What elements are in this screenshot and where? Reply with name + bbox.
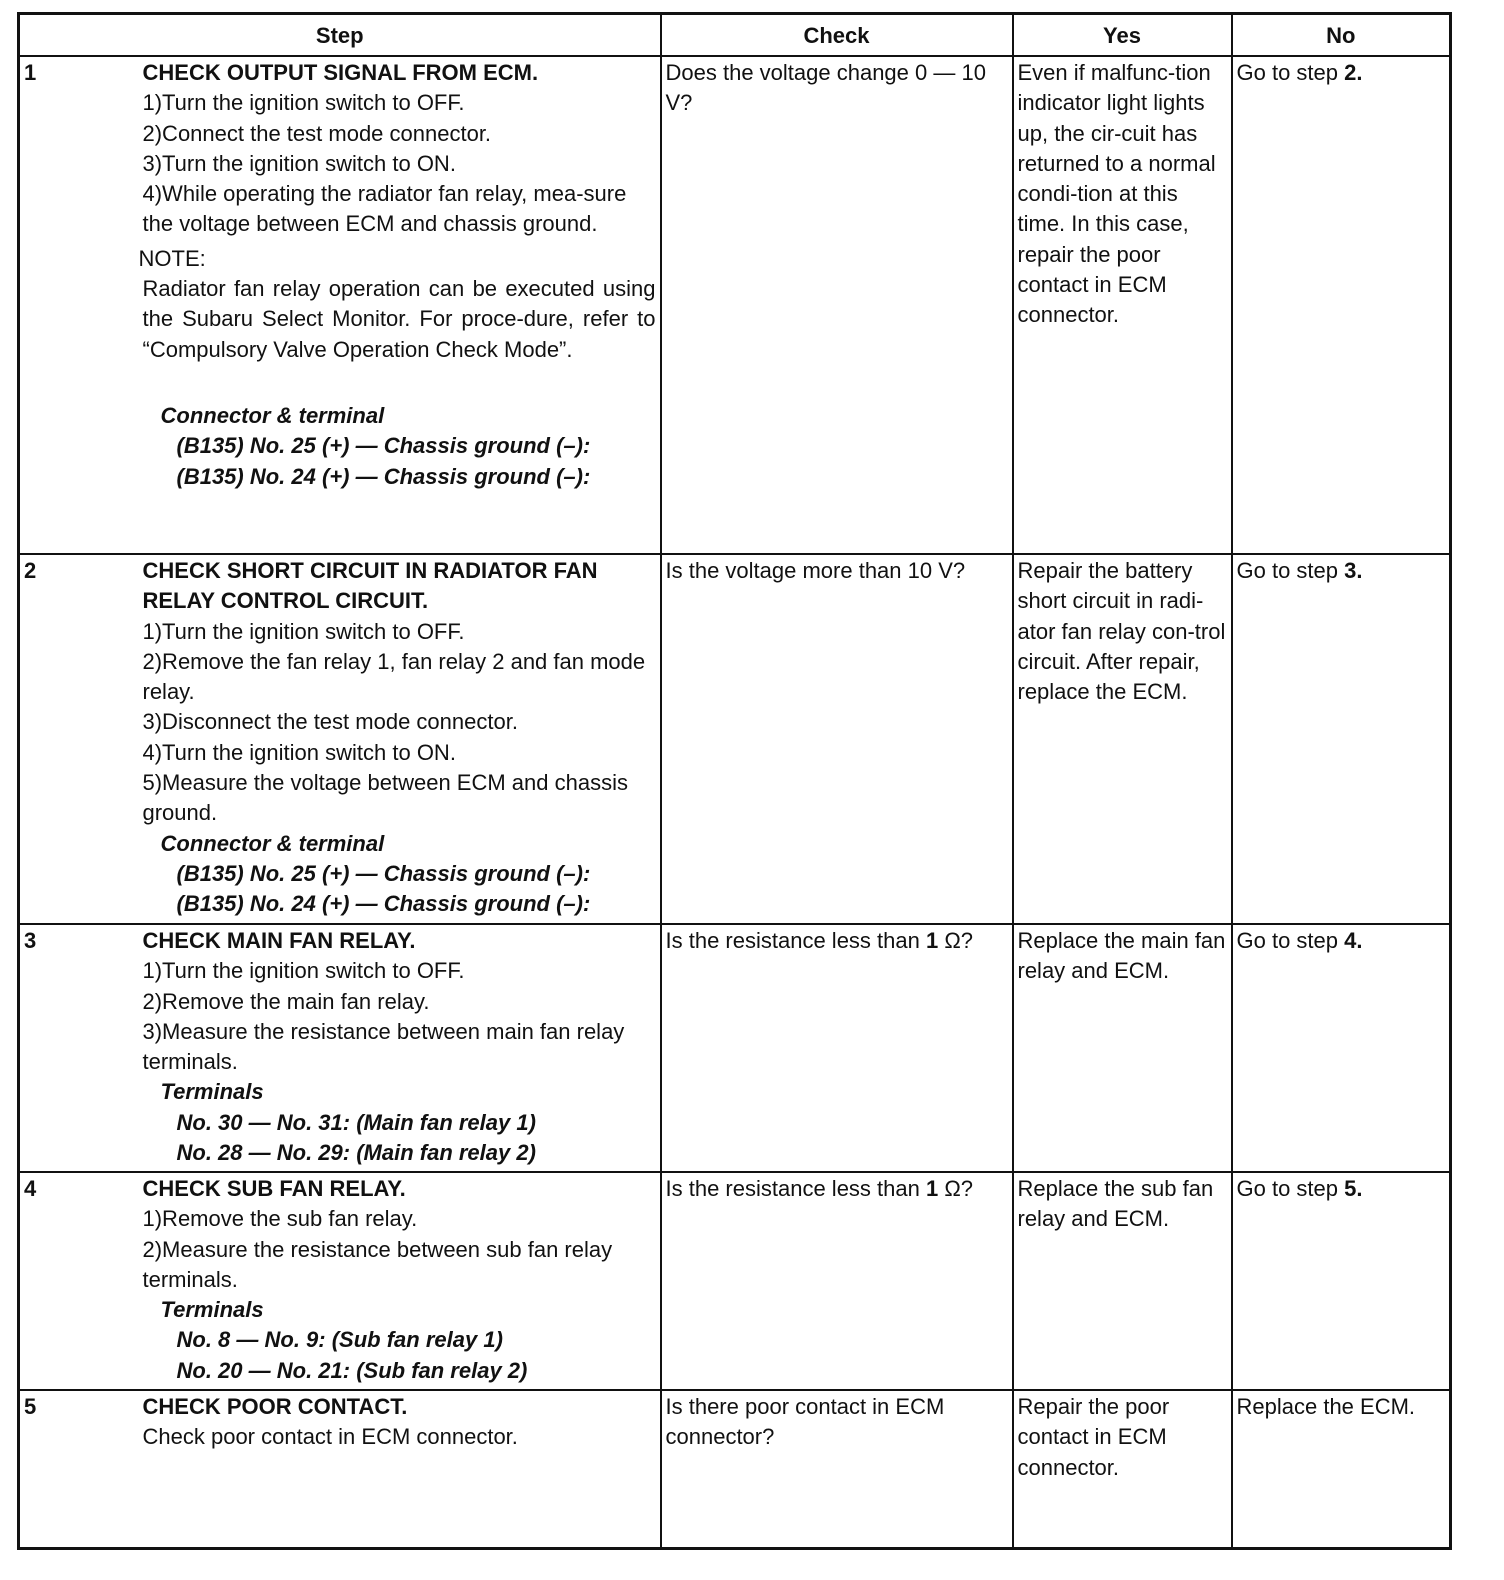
step-number: 3 bbox=[19, 924, 143, 1172]
check-cell: Does the voltage change 0 — 10 V? bbox=[661, 56, 1013, 554]
check-value: 1 bbox=[925, 928, 939, 953]
step-number: 4 bbox=[19, 1172, 143, 1390]
connector-line: (B135) No. 24 (+) — Chassis ground (–): bbox=[176, 463, 591, 489]
header-yes: Yes bbox=[1013, 14, 1232, 57]
step-cell bbox=[143, 1172, 661, 1390]
step-line: Check poor contact in ECM connector. bbox=[142, 1424, 518, 1450]
no-text: Go to step bbox=[1236, 60, 1345, 85]
step-number: 1 bbox=[19, 56, 143, 554]
step-line: 4)While operating the radiator fan relay, mea-sure the voltage between ECM and chassis ground. bbox=[142, 181, 627, 237]
note-label: NOTE: bbox=[138, 245, 206, 271]
step-line: 2)Connect the test mode connector. bbox=[142, 120, 492, 146]
step-line: 1)Turn the ignition switch to OFF. bbox=[142, 90, 465, 116]
connector-heading: Connector & terminal bbox=[160, 402, 385, 428]
step-cell bbox=[143, 1390, 661, 1548]
connector-line: (B135) No. 25 (+) — Chassis ground (–): bbox=[176, 860, 591, 886]
check-text: Is the resistance less than bbox=[665, 928, 926, 953]
step-title: CHECK OUTPUT SIGNAL FROM ECM. bbox=[142, 60, 539, 85]
step-line: 3)Disconnect the test mode connector. bbox=[142, 709, 518, 735]
no-cell bbox=[1232, 1172, 1451, 1390]
step-line: 5)Measure the voltage between ECM and chassis ground. bbox=[142, 770, 628, 826]
no-step-ref: 5. bbox=[1344, 1176, 1363, 1201]
connector-line: (B135) No. 24 (+) — Chassis ground (–): bbox=[176, 891, 591, 917]
no-text: Go to step bbox=[1236, 928, 1345, 953]
step-line: 1)Turn the ignition switch to OFF. bbox=[142, 618, 465, 644]
header-no: No bbox=[1232, 14, 1451, 57]
check-cell: Is there poor contact in ECM connector? bbox=[661, 1390, 1013, 1548]
no-step-ref: 2. bbox=[1344, 60, 1363, 85]
no-cell bbox=[1232, 924, 1451, 1172]
step-title: CHECK SHORT CIRCUIT IN RADIATOR FAN RELAY CONTROL CIRCUIT. bbox=[142, 558, 598, 614]
header-row bbox=[19, 14, 1451, 57]
no-step-ref: 4. bbox=[1344, 928, 1363, 953]
no-cell bbox=[1232, 56, 1451, 554]
header-check: Check bbox=[661, 14, 1013, 57]
yes-cell: Repair the battery short circuit in radi-ator fan relay con-trol circuit. After repair, replace the ECM. bbox=[1013, 554, 1232, 924]
no-text: Go to step bbox=[1236, 1176, 1345, 1201]
table-row bbox=[19, 554, 1451, 924]
check-unit: Ω? bbox=[938, 928, 974, 953]
terminal-line: No. 20 — No. 21: (Sub fan relay 2) bbox=[176, 1357, 528, 1383]
table-row bbox=[19, 924, 1451, 1172]
note-text: Radiator fan relay operation can be executed using the Subaru Select Monitor. For proce-dure, refer to “Compulsory Valve Operation Check Mode”. bbox=[142, 276, 656, 362]
step-cell bbox=[143, 924, 661, 1172]
yes-cell: Repair the poor contact in ECM connector. bbox=[1013, 1390, 1232, 1548]
step-cell bbox=[138, 56, 661, 554]
step-line: 2)Remove the main fan relay. bbox=[142, 988, 430, 1014]
connector-heading: Connector & terminal bbox=[160, 830, 385, 856]
check-cell bbox=[661, 1172, 1013, 1390]
diagnostic-procedure-table bbox=[17, 12, 1452, 1550]
no-step-ref: 3. bbox=[1344, 558, 1363, 583]
no-text: Go to step bbox=[1236, 558, 1345, 583]
step-line: 3)Measure the resistance between main fan relay terminals. bbox=[142, 1018, 625, 1075]
check-cell: Is the voltage more than 10 V? bbox=[661, 554, 1013, 924]
step-title: CHECK MAIN FAN RELAY. bbox=[142, 928, 416, 953]
step-line: 2)Remove the fan relay 1, fan relay 2 and fan mode relay. bbox=[142, 648, 646, 705]
check-cell bbox=[661, 924, 1013, 1172]
yes-cell: Replace the main fan relay and ECM. bbox=[1013, 924, 1232, 1172]
step-number: 5 bbox=[19, 1390, 143, 1548]
step-title: CHECK POOR CONTACT. bbox=[142, 1394, 408, 1419]
terminal-line: No. 8 — No. 9: (Sub fan relay 1) bbox=[176, 1327, 503, 1353]
terminal-line: No. 30 — No. 31: (Main fan relay 1) bbox=[176, 1109, 536, 1135]
check-unit: Ω? bbox=[938, 1176, 974, 1201]
step-line: 1)Remove the sub fan relay. bbox=[142, 1206, 418, 1232]
table-row bbox=[19, 1172, 1451, 1390]
check-value: 1 bbox=[925, 1176, 939, 1201]
step-line: 1)Turn the ignition switch to OFF. bbox=[142, 958, 465, 984]
terminals-heading: Terminals bbox=[160, 1079, 264, 1105]
yes-cell: Replace the sub fan relay and ECM. bbox=[1013, 1172, 1232, 1390]
step-line: 3)Turn the ignition switch to ON. bbox=[142, 150, 456, 176]
yes-cell: Even if malfunc-tion indicator light lights up, the cir-cuit has returned to a normal condi-tion at this time. In this case, repair the poor contact in ECM connector. bbox=[1013, 56, 1232, 554]
step-line: 2)Measure the resistance between sub fan relay terminals. bbox=[142, 1236, 613, 1292]
step-number: 2 bbox=[19, 554, 143, 924]
step-title: CHECK SUB FAN RELAY. bbox=[142, 1176, 406, 1201]
step-cell bbox=[143, 554, 661, 924]
table-row bbox=[19, 1390, 1451, 1548]
terminals-heading: Terminals bbox=[160, 1297, 264, 1323]
step-line: 4)Turn the ignition switch to ON. bbox=[142, 739, 456, 765]
terminal-line: No. 28 — No. 29: (Main fan relay 2) bbox=[176, 1140, 536, 1166]
connector-line: (B135) No. 25 (+) — Chassis ground (–): bbox=[176, 433, 591, 459]
table-row bbox=[19, 56, 1451, 554]
no-cell bbox=[1232, 554, 1451, 924]
check-text: Is the resistance less than bbox=[665, 1176, 926, 1201]
header-step: Step bbox=[19, 14, 661, 57]
spacer bbox=[143, 365, 656, 401]
no-cell: Replace the ECM. bbox=[1232, 1390, 1451, 1548]
